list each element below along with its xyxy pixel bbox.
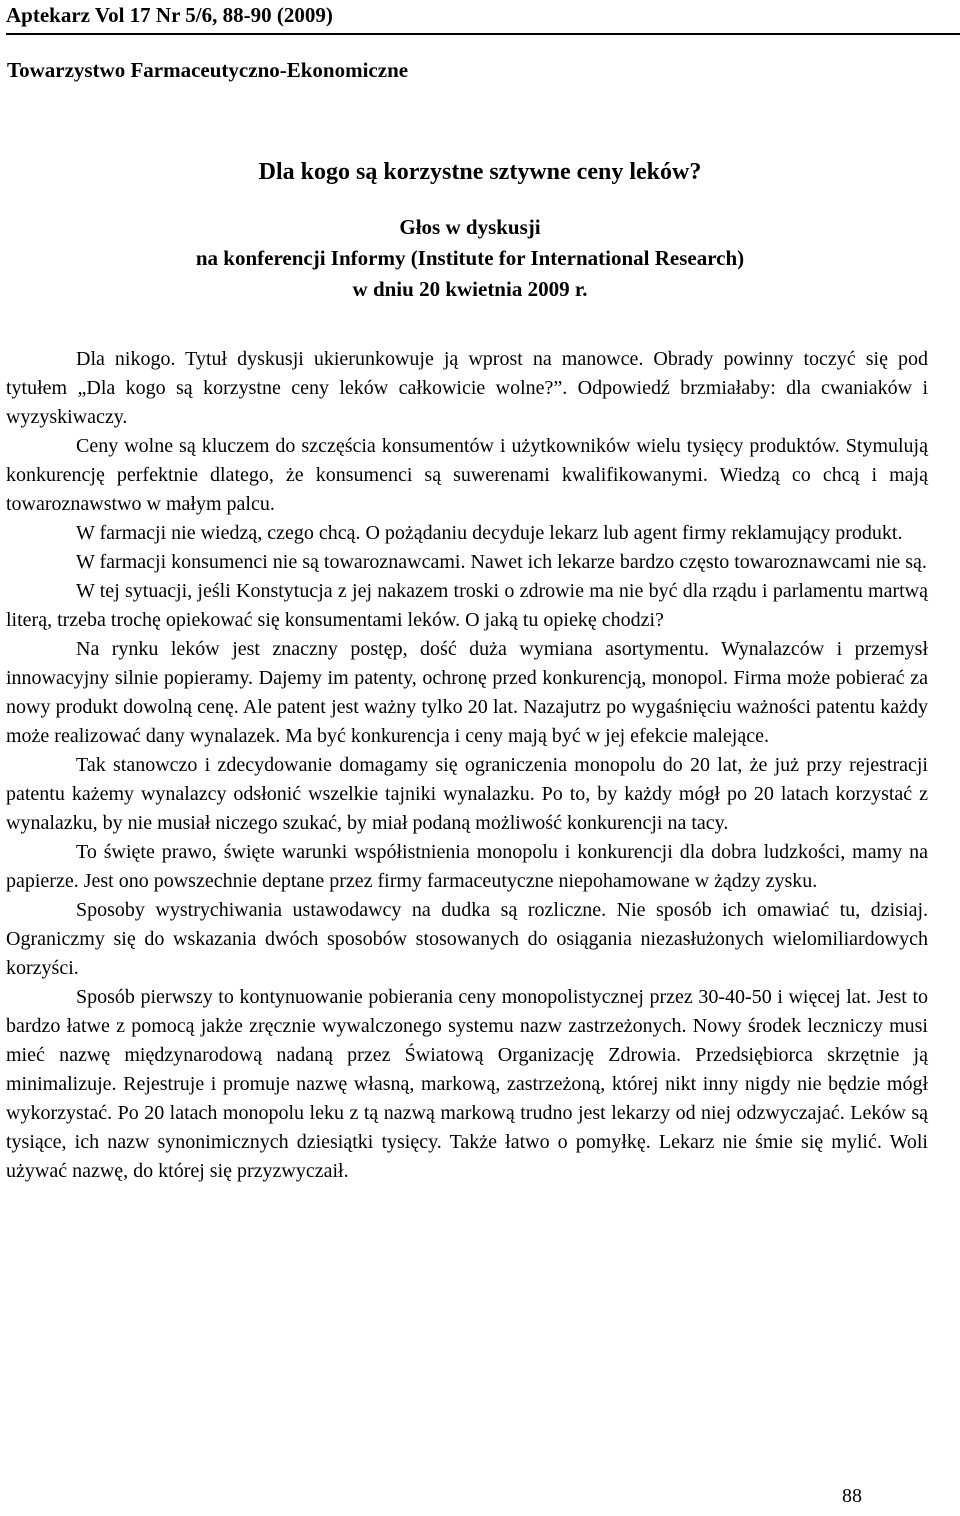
paragraph: W tej sytuacji, jeśli Konstytucja z jej nakazem troski o zdrowie ma nie być dla rządu i parlamentu martwą literą, trzeba trochę opiekować się konsumentami leków. O jaką tu opiekę chodzi? [6, 580, 928, 631]
subtitle-line: w dniu 20 kwietnia 2009 r. [352, 277, 588, 301]
paragraph: Tak stanowczo i zdecydowanie domagamy się ograniczenia monopolu do 20 lat, że już przy rejestracji patentu każemy wynalazcy odsłonić wszelkie tajniki wynalazku. Po to, by każdy mógł po 20 latach korzystać z wynalazku, by nie musiał niczego szukać, by miał podaną możliwość konkurencji na tacy. [6, 754, 928, 834]
society-name: Towarzystwo Farmaceutyczno-Ekonomiczne [7, 58, 409, 82]
paragraph: W farmacji konsumenci nie są towaroznawcami. Nawet ich lekarze bardzo często towaroznawcami nie są. [76, 551, 927, 573]
paragraph: Dla nikogo. Tytuł dyskusji ukierunkowuje ją wprost na manowce. Obrady powinny toczyć się pod tytułem „Dla kogo są korzystne ceny leków całkowicie wolne?”. Odpowiedź brzmiałaby: dla cwaniaków i wyzyskiwaczy. [6, 348, 928, 428]
journal-citation: Aptekarz Vol 17 Nr 5/6, 88-90 (2009) [6, 3, 333, 27]
article-title: Dla kogo są korzystne sztywne ceny leków? [258, 159, 702, 185]
paragraph: Na rynku leków jest znaczny postęp, dość duża wymiana asortymentu. Wynalazców i przemysł innowacyjny silnie popieramy. Dajemy im patenty, ochronę przed konkurencją, monopol. Firma może pobierać za nowy produkt dowolną cenę. Ale patent jest ważny tylko 20 lat. Nazajutrz po wygaśnięciu ważności patentu każdy może realizować dany wynalazek. Ma być konkurencja i ceny mają być w jej efekcie malejące. [6, 638, 928, 747]
paragraph: W farmacji nie wiedzą, czego chcą. O pożądaniu decyduje lekarz lub agent firmy reklamujący produkt. [76, 522, 903, 544]
subtitle-line: na konferencji Informy (Institute for International Research) [195, 246, 745, 270]
paragraph: To święte prawo, święte warunki współistnienia monopolu i konkurencji dla dobra ludzkości, mamy na papierze. Jest ono powszechnie deptane przez firmy farmaceutyczne niepohamowane w żądzy zysku. [6, 841, 928, 892]
article-subtitle [0, 212, 940, 305]
paragraph: Ceny wolne są kluczem do szczęścia konsumentów i użytkowników wielu tysięcy produktów. Stymulują konkurencję perfektnie dlatego, że konsumenci są suwerenami kwalifikowanymi. Wiedzą co chcą i mają towaroznawstwo w małym palcu. [6, 435, 928, 515]
page-number: 88 [842, 1485, 862, 1507]
subtitle-line: Głos w dyskusji [399, 215, 541, 239]
journal-header [6, 3, 960, 35]
paragraph: Sposób pierwszy to kontynuowanie pobierania ceny monopolistycznej przez 30-40-50 i więcej lat. Jest to bardzo łatwe z pomocą jakże zręcznie wywalczonego systemu nazw zastrzeżonych. Nowy środek leczniczy musi mieć nazwę międzynarodową nadaną przez Światową Organizację Zdrowia. Przedsiębiorca skrzętnie ją minimalizuje. Rejestruje i promuje nazwę własną, markową, zastrzeżoną, której nikt inny nigdy nie będzie mógł wykorzystać. Po 20 latach monopolu leku z tą nazwą markową trudno jest lekarzy od niej odzwyczajać. Leków są tysiące, ich nazw synonimicznych dziesiątki tysięcy. Także łatwo o pomyłkę. Lekarz nie śmie się mylić. Woli używać nazwę, do której się przyzwyczaił. [6, 986, 928, 1182]
paragraph: Sposoby wystrychiwania ustawodawcy na dudka są rozliczne. Nie sposób ich omawiać tu, dzisiaj. Ograniczmy się do wskazania dwóch sposobów stosowanych do osiągania niezasłużonych wielomiliardowych korzyści. [6, 899, 928, 979]
article-body [6, 345, 928, 1186]
